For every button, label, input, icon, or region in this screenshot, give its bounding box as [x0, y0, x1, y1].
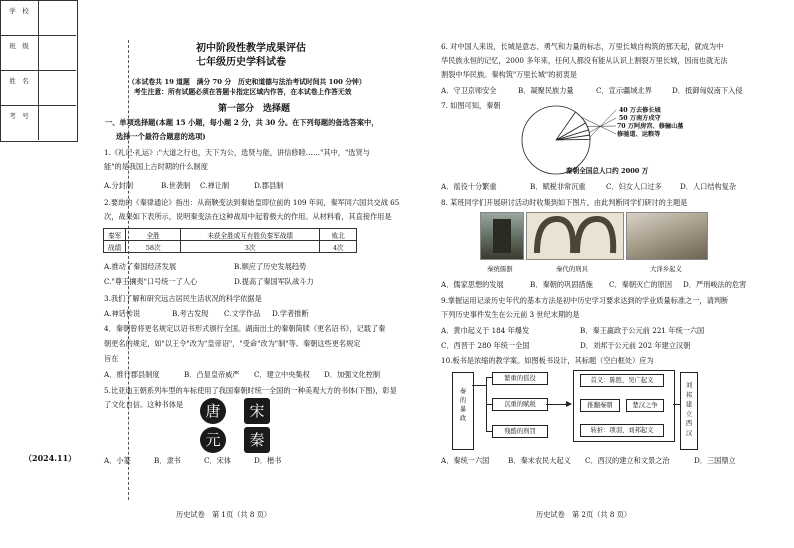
q1-option-a: A.分封制 [104, 181, 134, 190]
box-label: 刘邦建立西汉 [685, 382, 693, 437]
table-header: 未获全胜或互有胜负秦军战绩 [181, 229, 320, 241]
connector-line [472, 385, 486, 386]
shackles-shape [527, 213, 623, 259]
seal-script-character: 宋 [244, 398, 270, 424]
q4-stem: 4．秦朝曾将更名规定以诏书形式颁行全国。湖南出土的秦朝简牍《更名诏书》，记载了秦 [104, 324, 386, 333]
q9-stem: 9.掌握运用记录历史年代的基本方法是初中历史学习要求达到的学业质量标准之一，请判断 [441, 296, 729, 305]
part-title: 第一部分 选择题 [218, 104, 291, 114]
q6-option-a: A．守卫京师安全 [441, 86, 497, 95]
seal-script-character: 元 [200, 427, 226, 453]
q8-option-d: D．严刑峻法的危害 [683, 280, 747, 289]
table-cell: 3次 [181, 241, 320, 253]
footer-page-1: 历史试卷 第 1页（共 8 页） [176, 510, 272, 519]
photo-caption: 大泽乡起义 [650, 265, 682, 273]
q9-option-c: C．西晋于 280 年统一全国 [441, 341, 530, 350]
diagram-box [580, 399, 620, 412]
shackles-photo [526, 212, 624, 260]
diagram-box [492, 372, 548, 385]
uprising-painting [626, 212, 708, 260]
q7-stem: 7. 如图可知，秦朝 [441, 101, 501, 110]
q3-option-c: C.文学作品 [224, 309, 261, 318]
q9-option-d: D．刘邦于公元前 202 年建立汉朝 [580, 341, 691, 350]
q4-option-a: A．推行郡县制度 [104, 370, 160, 379]
class-label: 班 级 [9, 42, 29, 50]
box-label: 转折：项羽、刘邦起义 [590, 427, 654, 434]
q8-option-a: A．儒家思想的发展 [441, 280, 504, 289]
pie-leader-line [589, 118, 616, 132]
q1-stem-2: 能"的是我国上古时期的什么制度 [104, 162, 208, 171]
box-label: 秦的暴政 [459, 388, 467, 422]
q8-stem: 8. 某班同学们开展研讨活动时收集到如下图片，由此判断同学们研讨的主题是 [441, 198, 688, 207]
info-row-line [0, 35, 76, 36]
photo-caption: 秦统儒器 [487, 265, 513, 273]
school-label: 学 校 [9, 7, 29, 15]
q6-option-c: C．宣示疆域北界 [596, 86, 652, 95]
q5-stem: 5.比亚迪王朝系列车型的车标使用了我国秦朝时统一全国的一种美观大方的书体(下图)，彰显 [104, 386, 397, 395]
pie-caption: 秦朝全国总人口约 2000 万 [566, 167, 649, 175]
q2-option-d: D.提高了秦国军队战斗力 [234, 277, 314, 286]
pie-label: 40 万去修长城 [619, 107, 661, 114]
diagram-box [580, 424, 664, 437]
seal-script-character: 唐 [200, 398, 226, 424]
section-intro: 一、单项选择题(本题 15 小题，每小题 2 分，共 30 分。在下列每题的备选答案中， [105, 118, 379, 127]
q4-stem-3: 旨在 [104, 354, 119, 363]
q7-option-c: C．妇女人口过多 [606, 182, 662, 191]
seal-script-character: 秦 [244, 427, 270, 453]
section-intro-2: 选择一个最符合题意的选项) [116, 132, 206, 141]
q9-stem-2: 下列历史事件发生在公元前 3 世纪末期的是 [441, 310, 580, 319]
table-cell: 战绩 [104, 241, 126, 253]
box-label: 楚汉之争 [632, 402, 658, 409]
pie-label: 修驰道、运粮等 [617, 131, 661, 138]
exam-subtitle: 七年级历史学科试卷 [196, 57, 286, 68]
pie-label: 70 万阿房宫、修骊山墓 [617, 123, 684, 130]
qin-tyranny-box [452, 372, 474, 450]
q2-option-c: C."尊王攘夷"口号统一了人心 [104, 277, 198, 286]
footer-page-2: 历史试卷 第 2页（共 8 页） [536, 510, 632, 519]
q5-option-d: D．楷书 [254, 456, 282, 465]
student-info-box [0, 0, 78, 142]
q10-stem: 10.板书是浓缩的教学案。如图板书设计，其标题（空白框处）应为 [441, 356, 654, 365]
pie-leader-line [590, 110, 616, 137]
q1-option-b: B.世袭制 [161, 181, 191, 190]
q4-option-c: C．建立中央集权 [254, 370, 310, 379]
table-header: 秦军 [104, 229, 126, 241]
q2-option-a: A.推动了秦国经济发展 [104, 262, 177, 271]
exam-instruction: 考生注意：所有试题必须在答题卡指定区域内作答，在本试卷上作答无效 [134, 88, 352, 96]
table-header: 全胜 [126, 229, 181, 241]
exam-number-label: 考 号 [9, 112, 29, 120]
q3-stem: 3.我们了解和研究远古居民生活状况的科学依据是 [104, 294, 262, 303]
q6-stem-2: 华民族永恒的记忆，2000 多年来，任何人都没有能从认识上割裂万里长城，因而也就无法 [441, 56, 728, 65]
q1-option-c: C.禅让制 [200, 181, 230, 190]
q1-option-d: D.郡县制 [254, 181, 284, 190]
diagram-box [626, 399, 664, 412]
table-header-row [104, 229, 357, 241]
q9-option-a: A．黄巾起义于 184 年爆发 [441, 326, 530, 335]
q3-option-a: A.神话传说 [104, 309, 141, 318]
table-cell: 4次 [320, 241, 357, 253]
arrow-line [673, 404, 680, 405]
q6-stem: 6. 对中国人来说，长城是意志、勇气和力量的标志，万里长城自构筑的那天起，就成为中 [441, 42, 724, 51]
q10-option-b: B．秦末农民大起义 [508, 456, 571, 465]
exam-title: 初中阶段性教学成果评估 [196, 43, 306, 54]
q5-stem-2: 了文化自信。这种书体是 [104, 400, 184, 409]
box-label: 首义：陈胜、吴广起义 [590, 377, 654, 384]
q8-option-b: B．秦朝的巩固措施 [530, 280, 593, 289]
box-label: 繁重的徭役 [504, 375, 536, 382]
q5-option-a: A．小篆 [104, 456, 131, 465]
q7-option-a: A．徭役十分繁重 [441, 182, 497, 191]
arrow-head-icon [566, 401, 572, 407]
info-row-line [0, 105, 76, 106]
q9-option-b: B．秦王嬴政于公元前 221 年统一六国 [580, 326, 705, 335]
info-row-line [0, 70, 76, 71]
q1-stem: 1.《礼记·礼运》:"大道之行也，天下为公，选贤与能，讲信修睦……"其中，"选贤与 [104, 148, 370, 157]
q10-option-c: C．西汉的建立和文景之治 [585, 456, 670, 465]
q6-option-b: B．凝聚民族力量 [518, 86, 574, 95]
box-label: 残酷的刑罚 [504, 428, 536, 435]
q4-option-b: B．凸显皇帝威严 [184, 370, 240, 379]
q5-option-b: B．隶书 [154, 456, 181, 465]
q8-option-c: C．秦朝灭亡的原因 [609, 280, 673, 289]
q3-option-b: B.考古发现 [172, 309, 209, 318]
name-label: 姓 名 [9, 77, 29, 85]
exam-date: （2024.11） [24, 453, 77, 463]
table-header: 败北 [320, 229, 357, 241]
end-box [680, 372, 698, 450]
diagram-box [492, 398, 548, 411]
q6-option-d: D．抵御匈奴南下入侵 [672, 86, 743, 95]
q2-option-b: B.顺应了历史发展趋势 [234, 262, 307, 271]
q7-option-b: B．赋税非常沉重 [530, 182, 586, 191]
table-cell: 58次 [126, 241, 181, 253]
battle-results-table [103, 228, 357, 253]
q4-option-d: D．加强文化控制 [324, 370, 381, 379]
pie-label: 50 万南方戍守 [619, 115, 661, 122]
diagram-box [580, 374, 664, 387]
photo-caption: 秦代的刑具 [556, 265, 588, 273]
q5-option-c: C．宋体 [204, 456, 232, 465]
diagram-box [492, 425, 548, 438]
stele-photo [480, 212, 524, 260]
q2-stem-2: 次，战果如下表所示，说明秦变法在这种战局中起着极大的作用。从材料看，其直接作用是 [104, 212, 392, 221]
q7-option-d: D．人口结构复杂 [680, 182, 737, 191]
box-label: 推翻秦朝 [587, 402, 613, 409]
arrow-line [546, 404, 566, 405]
box-label: 沉重的赋税 [504, 401, 536, 408]
table-row [104, 241, 357, 253]
exam-note: （本试卷共 19 道题 满分 70 分 历史和道德与法治考试时间共 100 分钟） [128, 78, 366, 86]
q3-option-d: D.学者推断 [272, 309, 309, 318]
q4-stem-2: 朝更名的规定，如"以王令"改为"皇帝诏"，"受命"改为"制"等。秦朝这些更名规定 [104, 339, 361, 348]
stele-shape [493, 219, 511, 253]
q6-stem-3: 割裂中华民族。秦构筑"万里长城"的初衷是 [441, 70, 577, 79]
q10-option-d: D．三国鼎立 [694, 456, 736, 465]
q2-stem: 2.要劫的《秦律通论》指出：从商鞅变法到秦始皇即位前的 109 年间，秦军同六国共交战 65 [104, 198, 400, 207]
q10-option-a: A．秦统一六国 [441, 456, 490, 465]
